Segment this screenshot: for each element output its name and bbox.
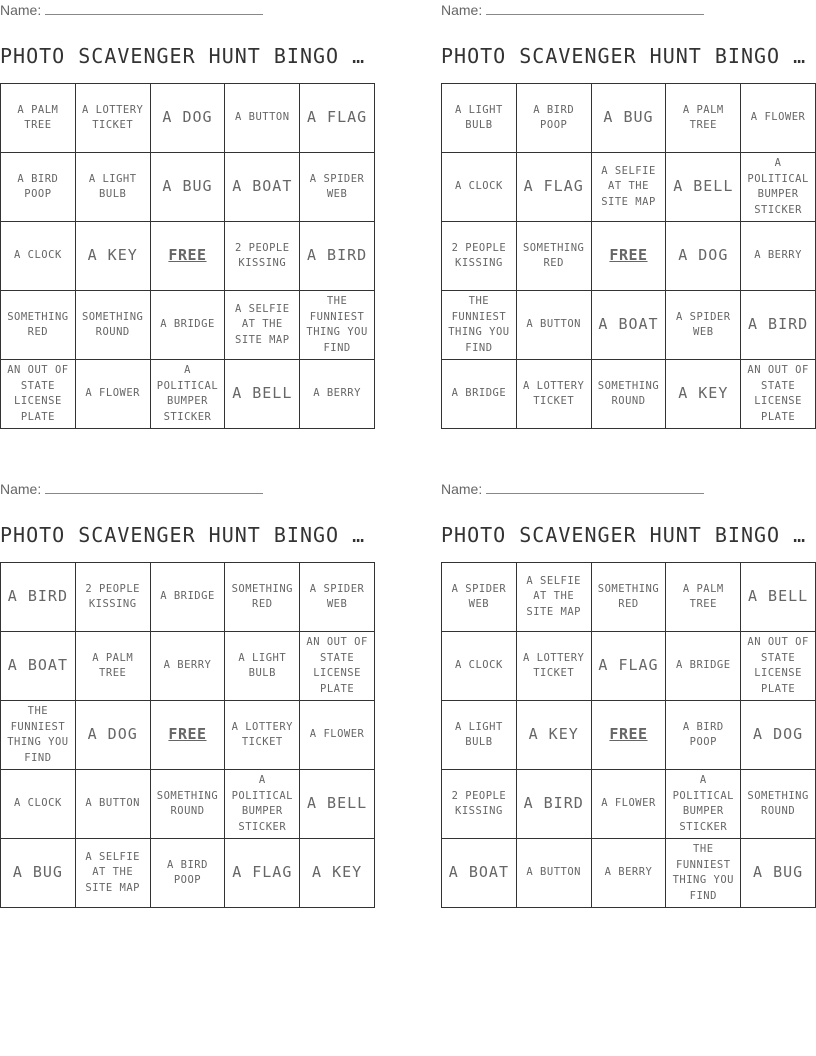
bingo-cell[interactable]: A LOTTERY TICKET: [516, 632, 591, 701]
bingo-cell[interactable]: A KEY: [75, 222, 150, 291]
bingo-cell[interactable]: AN OUT OF STATE LICENSE PLATE: [741, 632, 816, 701]
grid-row: [1, 84, 375, 153]
bingo-cell[interactable]: A BOAT: [442, 839, 517, 908]
bingo-cell[interactable]: A SELFIE AT THE SITE MAP: [75, 839, 150, 908]
bingo-cell[interactable]: A FLOWER: [75, 360, 150, 429]
bingo-cell[interactable]: AN OUT OF STATE LICENSE PLATE: [741, 360, 816, 429]
bingo-cell[interactable]: SOMETHING ROUND: [741, 770, 816, 839]
bingo-cell[interactable]: A BRIDGE: [442, 360, 517, 429]
bingo-cell[interactable]: A PALM TREE: [666, 84, 741, 153]
grid-row: [442, 770, 816, 839]
bingo-cell[interactable]: A SPIDER WEB: [300, 563, 375, 632]
bingo-cell[interactable]: A PALM TREE: [1, 84, 76, 153]
bingo-cell[interactable]: THE FUNNIEST THING YOU FIND: [666, 839, 741, 908]
bingo-cell[interactable]: A BELL: [666, 153, 741, 222]
grid-row: [442, 84, 816, 153]
bingo-cell[interactable]: A POLITICAL BUMPER STICKER: [225, 770, 300, 839]
bingo-cell[interactable]: SOMETHING ROUND: [150, 770, 225, 839]
bingo-cell[interactable]: A BIRD POOP: [666, 701, 741, 770]
name-label: Name:: [441, 481, 483, 497]
bingo-cell[interactable]: A FLOWER: [591, 770, 666, 839]
bingo-cell[interactable]: A SPIDER WEB: [442, 563, 517, 632]
free-cell[interactable]: FREE: [591, 701, 666, 770]
bingo-cell[interactable]: A BELL: [300, 770, 375, 839]
bingo-cell[interactable]: A SELFIE AT THE SITE MAP: [591, 153, 666, 222]
name-field: [0, 479, 375, 499]
bingo-cell[interactable]: A BIRD: [300, 222, 375, 291]
bingo-cell[interactable]: A BELL: [741, 563, 816, 632]
bingo-cell[interactable]: A LOTTERY TICKET: [75, 84, 150, 153]
card-title: PHOTO SCAVENGER HUNT BINGO …: [441, 523, 807, 547]
bingo-cell[interactable]: A BERRY: [300, 360, 375, 429]
bingo-cell[interactable]: A LIGHT BULB: [75, 153, 150, 222]
name-blank-line[interactable]: [486, 481, 704, 494]
grid-row: [1, 770, 375, 839]
bingo-cell[interactable]: A KEY: [300, 839, 375, 908]
bingo-grid: [0, 83, 375, 429]
name-field: [441, 479, 816, 499]
bingo-cell[interactable]: A DOG: [150, 84, 225, 153]
bingo-cell[interactable]: A BIRD POOP: [150, 839, 225, 908]
grid-row: [442, 839, 816, 908]
bingo-cell[interactable]: A BUTTON: [516, 839, 591, 908]
grid-row: [1, 291, 375, 360]
bingo-cell[interactable]: A KEY: [516, 701, 591, 770]
bingo-cell[interactable]: A FLAG: [591, 632, 666, 701]
card-title: PHOTO SCAVENGER HUNT BINGO …: [441, 44, 807, 68]
bingo-cell[interactable]: SOMETHING RED: [225, 563, 300, 632]
grid-row: [442, 153, 816, 222]
bingo-cell[interactable]: A SPIDER WEB: [300, 153, 375, 222]
bingo-cell[interactable]: A BUTTON: [225, 84, 300, 153]
bingo-cell[interactable]: A BUTTON: [75, 770, 150, 839]
bingo-cell[interactable]: A BIRD: [1, 563, 76, 632]
free-cell[interactable]: FREE: [150, 222, 225, 291]
bingo-cell[interactable]: A CLOCK: [1, 770, 76, 839]
grid-row: [442, 291, 816, 360]
grid-row: [1, 839, 375, 908]
bingo-cell[interactable]: A BIRD: [741, 291, 816, 360]
bingo-cell[interactable]: A FLOWER: [300, 701, 375, 770]
bingo-cell[interactable]: A FLAG: [225, 839, 300, 908]
name-blank-line[interactable]: [45, 2, 263, 15]
grid-row: [442, 563, 816, 632]
bingo-cell[interactable]: A BIRD POOP: [1, 153, 76, 222]
bingo-cell[interactable]: A FLAG: [300, 84, 375, 153]
grid-row: [442, 632, 816, 701]
bingo-cell[interactable]: A PALM TREE: [75, 632, 150, 701]
bingo-cell[interactable]: A BERRY: [591, 839, 666, 908]
bingo-cell[interactable]: A FLOWER: [741, 84, 816, 153]
bingo-cell[interactable]: THE FUNNIEST THING YOU FIND: [442, 291, 517, 360]
bingo-cell[interactable]: A LOTTERY TICKET: [516, 360, 591, 429]
bingo-grid: [441, 562, 816, 908]
bingo-cell[interactable]: A SELFIE AT THE SITE MAP: [516, 563, 591, 632]
bingo-cell[interactable]: A LOTTERY TICKET: [225, 701, 300, 770]
bingo-cell[interactable]: A CLOCK: [442, 632, 517, 701]
bingo-cell[interactable]: A LIGHT BULB: [225, 632, 300, 701]
bingo-cell[interactable]: A BUG: [591, 84, 666, 153]
bingo-cell[interactable]: A CLOCK: [1, 222, 76, 291]
grid-row: [1, 153, 375, 222]
bingo-card-4: [441, 479, 816, 902]
bingo-cell[interactable]: A BUG: [741, 839, 816, 908]
bingo-cell[interactable]: A BRIDGE: [150, 291, 225, 360]
name-field: [441, 0, 816, 20]
bingo-cell[interactable]: A CLOCK: [442, 153, 517, 222]
bingo-cell[interactable]: A BRIDGE: [150, 563, 225, 632]
bingo-cell[interactable]: A POLITICAL BUMPER STICKER: [150, 360, 225, 429]
name-label: Name:: [0, 481, 42, 497]
card-title: PHOTO SCAVENGER HUNT BINGO …: [0, 523, 366, 547]
grid-row: [442, 222, 816, 291]
card-title: PHOTO SCAVENGER HUNT BINGO …: [0, 44, 366, 68]
bingo-cell[interactable]: A BOAT: [225, 153, 300, 222]
bingo-card-2: [441, 0, 816, 423]
grid-row: [1, 701, 375, 770]
grid-row: [1, 632, 375, 701]
bingo-cell[interactable]: A DOG: [75, 701, 150, 770]
bingo-cell[interactable]: A BOAT: [1, 632, 76, 701]
bingo-cell[interactable]: A SPIDER WEB: [666, 291, 741, 360]
name-field: [0, 0, 375, 20]
grid-row: [1, 222, 375, 291]
bingo-grid: [0, 562, 375, 908]
grid-row: [442, 360, 816, 429]
bingo-cell[interactable]: A BUG: [1, 839, 76, 908]
bingo-card-3: [0, 479, 375, 894]
bingo-cell[interactable]: SOMETHING ROUND: [591, 360, 666, 429]
name-label: Name:: [441, 2, 483, 18]
bingo-cell[interactable]: 2 PEOPLE KISSING: [225, 222, 300, 291]
bingo-cell[interactable]: A KEY: [666, 360, 741, 429]
bingo-cell[interactable]: SOMETHING RED: [516, 222, 591, 291]
name-blank-line[interactable]: [486, 2, 704, 15]
bingo-cell[interactable]: AN OUT OF STATE LICENSE PLATE: [1, 360, 76, 429]
bingo-cell[interactable]: SOMETHING RED: [1, 291, 76, 360]
bingo-cell[interactable]: A PALM TREE: [666, 563, 741, 632]
bingo-cell[interactable]: A BELL: [225, 360, 300, 429]
bingo-grid: [441, 83, 816, 429]
bingo-cell[interactable]: 2 PEOPLE KISSING: [442, 222, 517, 291]
free-cell[interactable]: FREE: [591, 222, 666, 291]
bingo-cell[interactable]: A POLITICAL BUMPER STICKER: [666, 770, 741, 839]
bingo-cell[interactable]: A LIGHT BULB: [442, 84, 517, 153]
bingo-cell[interactable]: SOMETHING ROUND: [75, 291, 150, 360]
name-blank-line[interactable]: [45, 481, 263, 494]
bingo-cell[interactable]: 2 PEOPLE KISSING: [442, 770, 517, 839]
bingo-cell[interactable]: THE FUNNIEST THING YOU FIND: [300, 291, 375, 360]
bingo-cell[interactable]: A BRIDGE: [666, 632, 741, 701]
bingo-cell[interactable]: A BUG: [150, 153, 225, 222]
bingo-cell[interactable]: SOMETHING RED: [591, 563, 666, 632]
bingo-cell[interactable]: A DOG: [741, 701, 816, 770]
bingo-cell[interactable]: A BIRD POOP: [516, 84, 591, 153]
bingo-cell[interactable]: A LIGHT BULB: [442, 701, 517, 770]
grid-row: [1, 563, 375, 632]
bingo-cell[interactable]: A BUTTON: [516, 291, 591, 360]
bingo-cell[interactable]: A FLAG: [516, 153, 591, 222]
grid-row: [442, 701, 816, 770]
bingo-cell[interactable]: THE FUNNIEST THING YOU FIND: [1, 701, 76, 770]
bingo-cell[interactable]: A BERRY: [741, 222, 816, 291]
bingo-card-1: [0, 0, 375, 423]
grid-row: [1, 360, 375, 429]
free-cell[interactable]: FREE: [150, 701, 225, 770]
bingo-cell[interactable]: A BERRY: [150, 632, 225, 701]
name-label: Name:: [0, 2, 42, 18]
bingo-cell[interactable]: A BOAT: [591, 291, 666, 360]
bingo-cell[interactable]: A SELFIE AT THE SITE MAP: [225, 291, 300, 360]
bingo-cell[interactable]: A DOG: [666, 222, 741, 291]
bingo-cell[interactable]: A BIRD: [516, 770, 591, 839]
bingo-cell[interactable]: 2 PEOPLE KISSING: [75, 563, 150, 632]
bingo-cell[interactable]: A POLITICAL BUMPER STICKER: [741, 153, 816, 222]
bingo-cell[interactable]: AN OUT OF STATE LICENSE PLATE: [300, 632, 375, 701]
